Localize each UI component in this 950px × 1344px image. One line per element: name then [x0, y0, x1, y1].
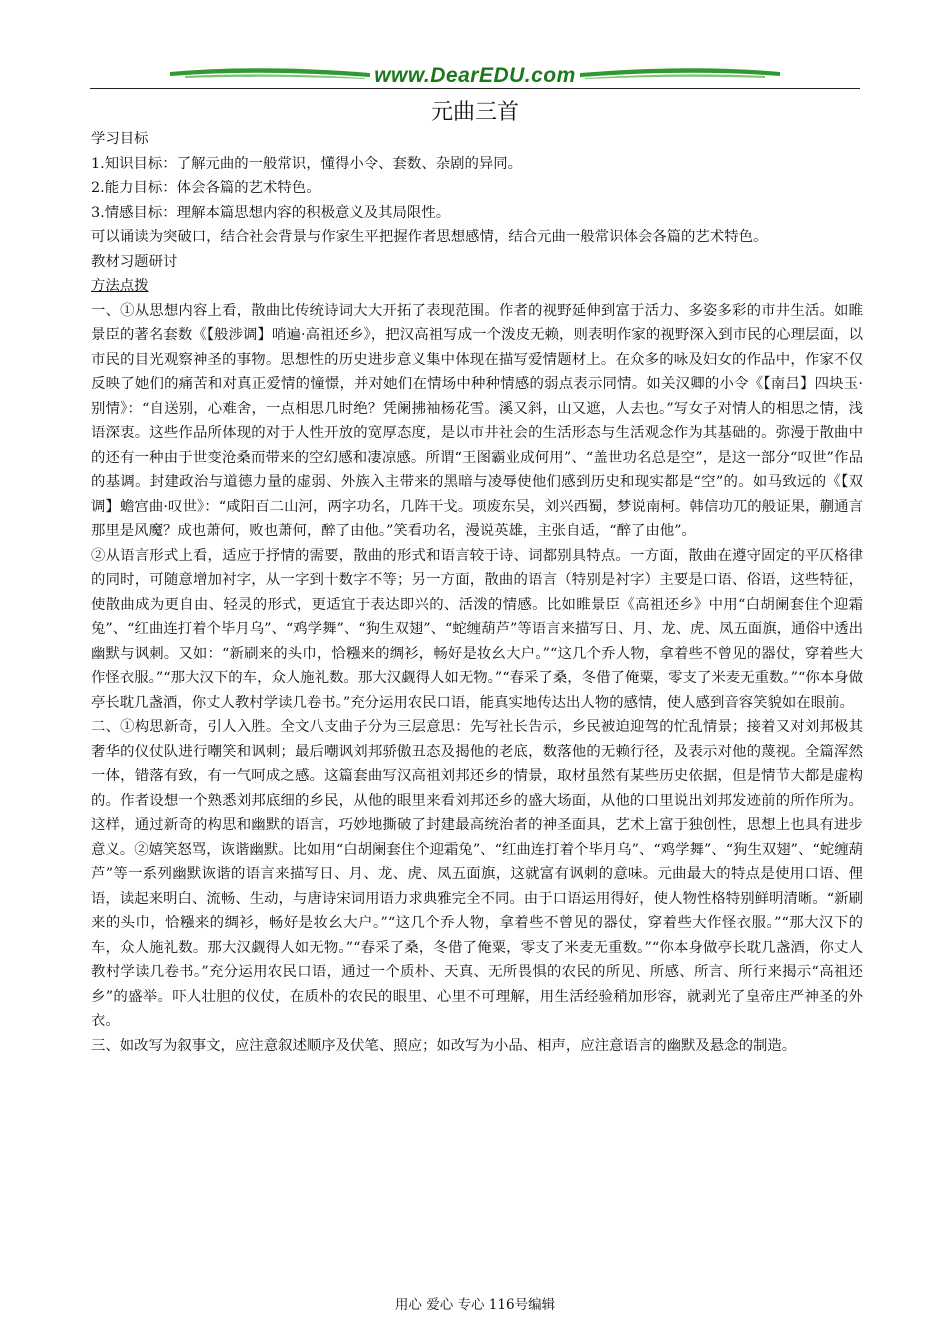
- page-footer: 用心 爱心 专心 116号编辑: [394, 1297, 556, 1313]
- goal-item-emotion: 3.情感目标：理解本篇思想内容的积极意义及其局限性。: [91, 204, 451, 221]
- paragraph-part-two: 二、①构思新奇，引人入胜。全文八支曲子分为三层意思：先写社长告示，乡民被迫迎驾的忙乱情景；接着又对刘邦极其奢华的仪仗队进行嘲笑和讽刺；最后嘲讽刘邦骄傲丑态及揭他的老底，数落他的无赖行径，及表示对他的蔑视。全篇浑然一体，错落有致，有一气呵成之感。这篇套曲写汉高祖刘邦还乡的情景，取材虽然有某些历史依据，但是情节大都是虚构的。作者设想一个熟悉刘邦底细的乡民，从他的眼里来看刘邦还乡的盛大场面，从他的口里说出刘邦发迹前的所作所为。这样，通过新奇的构思和幽默的语言，巧妙地撕破了封建最高统治者的神圣面具，艺术上富于独创性，思想上也具有进步意义。②嬉笑怒骂，诙谐幽默。比如用“白胡阑套住个迎霜兔”、“红曲连打着个毕月乌”、“鸡学舞”、“狗生双翅”、“蛇缠葫芦”等一系列幽默诙谐的语言来描写日、月、龙、虎、凤五面旗，这就富有讽刺的意味。元曲最大的特点是使用口语、俚语，读起来明白、流畅、生动，与唐诗宋词用语力求典雅完全不同。由于口语运用得好，使人物性格特别鲜明清晰。“新刷来的头巾，恰糨来的绸衫，畅好是妆幺大户。”“这几个乔人物，拿着些不曾见的器仗，穿着些大作怪衣服。”“那大汉下的车，众人施礼数。那大汉觑得人如无物。”“春采了桑，冬借了俺粟，零支了米麦无重数。”“你本身做亭长耽几盏酒，你丈人教村学读几卷书。”充分运用农民口语，通过一个质朴、天真、无所畏惧的农民的所见、所感、所言、所行来揭示“高祖还乡”的盛举。吓人壮胆的仪仗，在质朴的农民的眼里、心里不可理解，用生活经验稍加形容，就剥光了皇帝庄严神圣的外衣。: [91, 719, 863, 1029]
- study-approach: 可以诵读为突破口，结合社会背景与作家生平把握作者思想感情，结合元曲一般常识体会各篇的艺术特色。: [91, 229, 768, 245]
- goal-item-ability: 2.能力目标：体会各篇的艺术特色。: [91, 180, 321, 196]
- goal-item-knowledge: 1.知识目标：了解元曲的一般常识，懂得小令、套数、杂剧的异同。: [91, 155, 523, 172]
- paragraph-part-three: 三、如改写为叙事文，应注意叙述顺序及伏笔、照应；如改写为小品、相声，应注意语言的幽默及悬念的制造。: [91, 1037, 797, 1054]
- section-heading-exercises: 教材习题研讨: [91, 253, 178, 270]
- document-body: [91, 127, 863, 1058]
- document-title: 元曲三首: [430, 100, 519, 125]
- section-heading-methods: 方法点拨: [91, 278, 149, 294]
- paragraph-part-one-content: 一、①从思想内容上看，散曲比传统诗词大大开拓了表现范围。作者的视野延伸到富于活力、多姿多彩的市井生活。如睢景臣的著名套数《【般涉调】哨遍·高祖还乡》，把汉高祖写成一个泼皮无赖，则表明作家的视野深入到市民的心理层面，以市民的目光观察神圣的事物。思想性的历史进步意义集中体现在描写爱情题材上。在众多的咏及妇女的作品中，作家不仅反映了她们的痛苦和对真正爱情的憧憬，并对她们在情场中种种情感的弱点表示同情。如关汉卿的小令《【南吕】四块玉·别情》：“自送别，心难舍，一点相思几时绝？凭阑拂袖杨花雪。溪又斜，山又遮，人去也。”写女子对情人的相思之情，浅语深衷。这些作品所体现的对于人性开放的宽厚态度，是以市井社会的生活形态与生活观念作为其基础的。弥漫于散曲中的还有一种由于世变沧桑而带来的空幻感和凄凉感。所谓“王图霸业成何用”、“盖世功名总是空”，是这一部分“叹世”作品的基调。封建政治与道德力量的虚弱、外族入主带来的黑暗与凌辱使他们感到历史和现实都是“空”的。如马致远的《【双调】蟾宫曲·叹世》：“咸阳百二山河，两字功名，几阵干戈。项废东吴，刘兴西蜀，梦说南柯。韩信功兀的般证果，蒯通言那里是风魔？成也萧何，败也萧何，醉了由他。”笑看功名，漫说英雄，主张自适，“醉了由他”。: [91, 302, 863, 539]
- section-heading-goals: 学习目标: [91, 131, 149, 147]
- paragraph-part-one-language: ②从语言形式上看，适应于抒情的需要，散曲的形式和语言较于诗、词都别具特点。一方面，散曲在遵守固定的平仄格律的同时，可随意增加衬字，从一字到十数字不等；另一方面，散曲的语言（特别是衬字）主要是口语、俗语，这些特征，使散曲成为更自由、轻灵的形式，更适宜于表达即兴的、活泼的情感。比如睢景臣《高祖还乡》中用“白胡阑套住个迎霜兔”、“红曲连打着个毕月乌”、“鸡学舞”、“狗生双翅”、“蛇缠葫芦”等语言来描写日、月、龙、虎、凤五面旗，通俗中透出幽默与讽刺。又如：“新刷来的头巾，恰糨来的绸衫，畅好是妆幺大户。”“这几个乔人物，拿着些不曾见的器仗，穿着些大作怪衣服。”“那大汉下的车，众人施礼数。那大汉觑得人如无物。”“春采了桑，冬借了俺粟，零支了米麦无重数。”“你本身做亭长耽几盏酒，你丈人教村学读几卷书。”充分运用农民口语，能真实地传达出人物的感情，使人感到音容笑貌如在眼前。: [91, 547, 863, 711]
- site-url: www.DearEDU.com: [374, 64, 576, 87]
- header-divider: [90, 88, 860, 89]
